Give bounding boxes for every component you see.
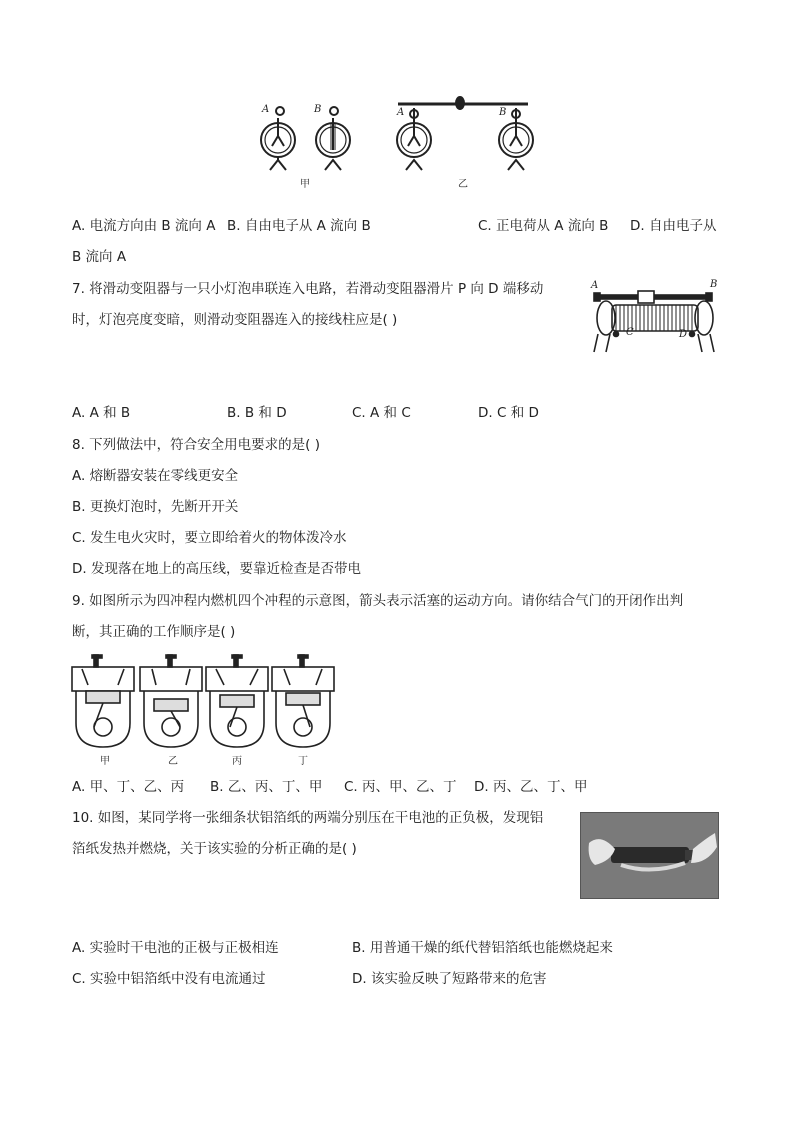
figure-caption-jia: 甲: [300, 179, 310, 190]
q7-stem-line1: 7. 将滑动变阻器与一只小灯泡串联连入电路，若滑动变阻器滑片 P 向 D 端移动: [72, 281, 544, 297]
engine-caption-bing: 丙: [232, 756, 242, 767]
q9-option-b: B. 乙、丙、丁、甲: [210, 779, 323, 795]
q10-option-c: C. 实验中铝箔纸中没有电流通过: [72, 971, 266, 987]
rheostat-label-b: B: [710, 279, 718, 290]
q10-option-b: B. 用普通干燥的纸代替铝箔纸也能燃烧起来: [352, 940, 613, 956]
q10-stem-line2: 箔纸发热并燃烧，关于该实验的分析正确的是( ): [72, 841, 357, 857]
electroscope-label-a2: A: [397, 107, 405, 118]
q8-option-b: B. 更换灯泡时，先断开开关: [72, 499, 239, 515]
q8-option-a: A. 熔断器安装在零线更安全: [72, 468, 239, 484]
q6-option-b: B. 自由电子从 A 流向 B: [227, 218, 371, 234]
electroscope-label-b2: B: [499, 107, 507, 118]
rheostat-label-a: A: [591, 280, 599, 291]
rheostat-label-c: C: [626, 327, 634, 338]
q8-option-c: C. 发生电火灾时，要立即给着火的物体泼冷水: [72, 530, 347, 546]
q9-option-d: D. 丙、乙、丁、甲: [474, 779, 588, 795]
q9-stem-line1: 9. 如图所示为四冲程内燃机四个冲程的示意图，箭头表示活塞的运动方向。请你结合气门的开闭作出判: [72, 593, 684, 609]
q10-option-a: A. 实验时干电池的正极与正极相连: [72, 940, 279, 956]
q9-option-c: C. 丙、甲、乙、丁: [344, 779, 457, 795]
q8-option-d: D. 发现落在地上的高压线，要靠近检查是否带电: [72, 561, 361, 577]
engine-caption-ding: 丁: [298, 756, 308, 767]
rheostat-label-d: D: [679, 329, 688, 340]
q9-stem-line2: 断，其正确的工作顺序是( ): [72, 624, 236, 640]
q6-option-d-continued: B 流向 A: [72, 249, 127, 265]
figure-caption-yi: 乙: [458, 179, 468, 190]
q6-option-d: D. 自由电子从: [630, 218, 717, 234]
q10-option-d: D. 该实验反映了短路带来的危害: [352, 971, 547, 987]
q7-option-a: A. A 和 B: [72, 405, 131, 421]
q8-stem: 8. 下列做法中，符合安全用电要求的是( ): [72, 437, 320, 453]
q6-option-c: C. 正电荷从 A 流向 B: [478, 218, 609, 234]
engine-caption-jia: 甲: [100, 756, 110, 767]
q7-option-b: B. B 和 D: [227, 405, 287, 421]
engine-caption-yi: 乙: [168, 756, 178, 767]
electroscope-label-a1: A: [262, 104, 270, 115]
q6-option-a: A. 电流方向由 B 流向 A: [72, 218, 216, 234]
battery-foil-photo: [580, 812, 719, 899]
q7-option-d: D. C 和 D: [478, 405, 539, 421]
electroscope-label-b1: B: [314, 104, 322, 115]
q10-stem-line1: 10. 如图，某同学将一张细条状铝箔纸的两端分别压在干电池的正负极，发现铝: [72, 810, 544, 826]
q7-stem-line2: 时，灯泡亮度变暗，则滑动变阻器连入的接线柱应是( ): [72, 312, 398, 328]
q9-option-a: A. 甲、丁、乙、丙: [72, 779, 185, 795]
q7-option-c: C. A 和 C: [352, 405, 411, 421]
